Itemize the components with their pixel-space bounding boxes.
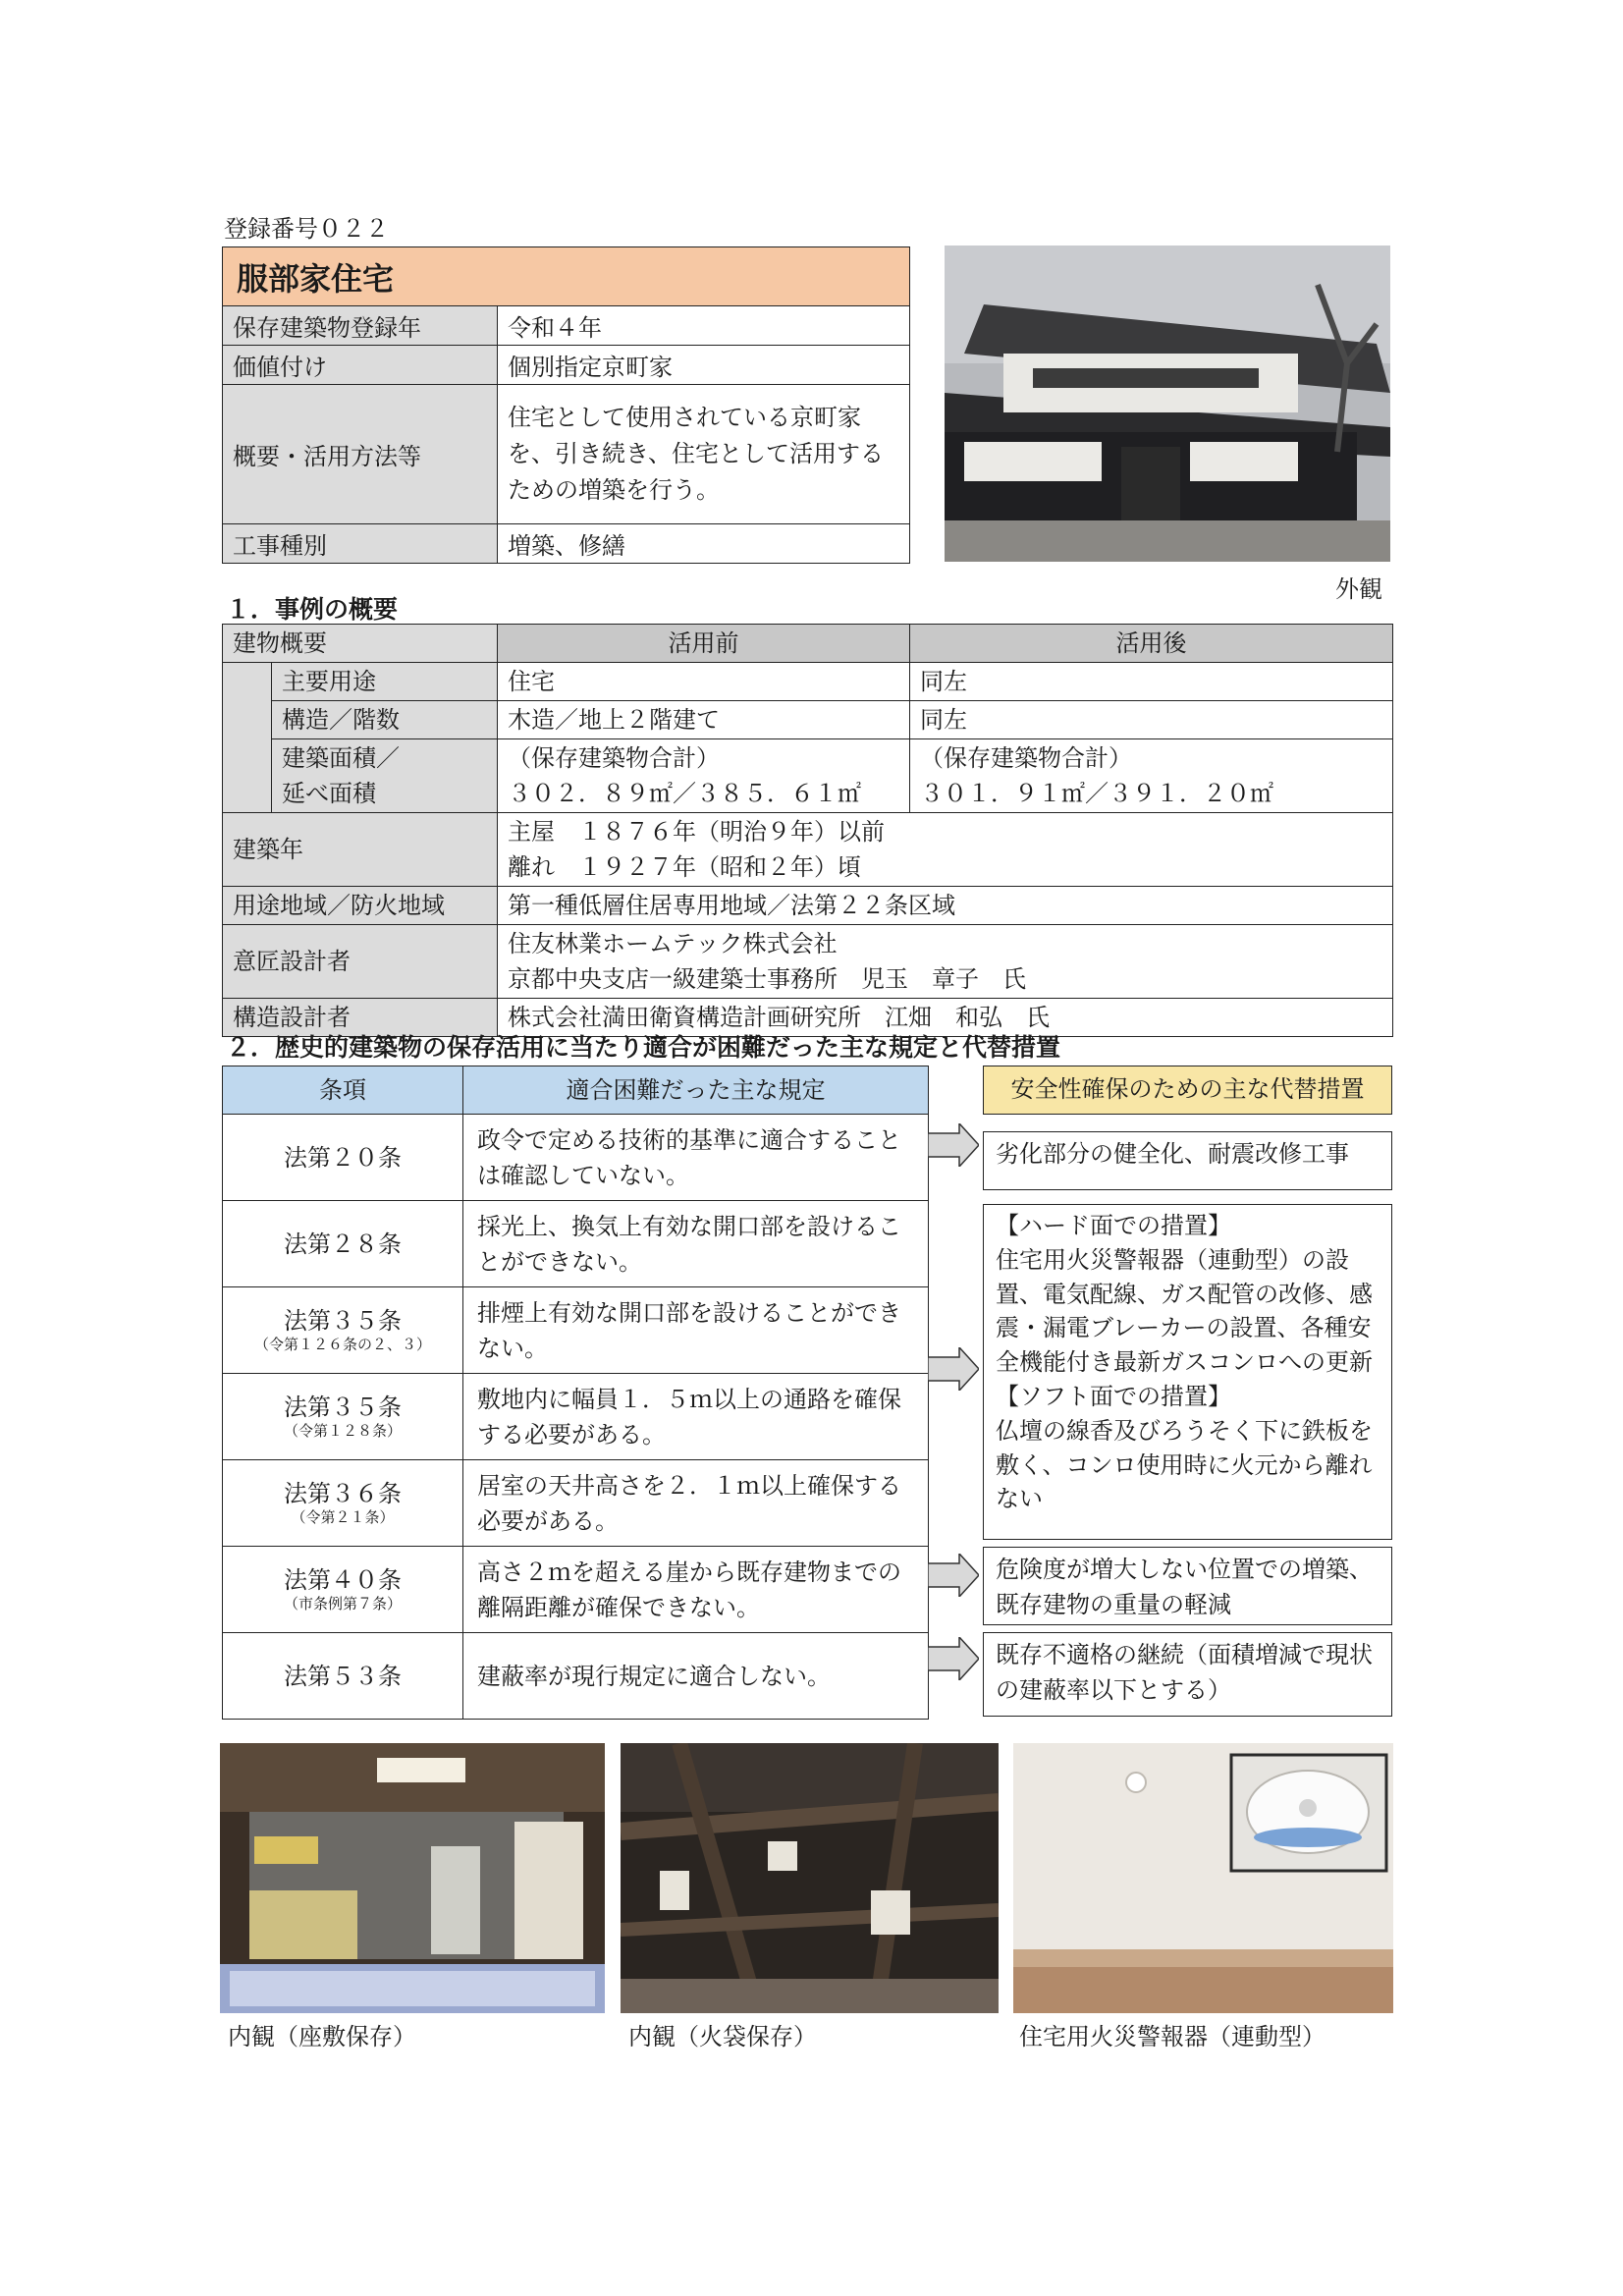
rules-table xyxy=(222,1066,929,1720)
measure-heading: 【ソフト面での措置】 xyxy=(996,1382,1231,1410)
exterior-photo xyxy=(945,246,1390,562)
interior-zashiki-photo xyxy=(220,1743,605,2013)
info-value: 増築、修繕 xyxy=(498,524,910,564)
row-label: 主要用途 xyxy=(272,663,498,701)
row-label: 延べ面積 xyxy=(282,780,376,807)
rule-desc: 建蔽率が現行規定に適合しない。 xyxy=(463,1633,929,1720)
cell-before: （保存建築物合計） xyxy=(508,744,720,772)
row-label: 意匠設計者 xyxy=(223,925,498,999)
law-cell: 法第３５条 （令第１２６条の２、３） xyxy=(223,1287,463,1374)
measure-box: 危険度が増大しない位置での増築、既存建物の重量の軽減 xyxy=(983,1547,1392,1625)
measure-heading: 【ハード面での措置】 xyxy=(996,1212,1231,1239)
measure-box: 劣化部分の健全化、耐震改修工事 xyxy=(983,1131,1392,1190)
fire-alarm-photo xyxy=(1013,1743,1393,2013)
photo-caption-2: 内観（火袋保存） xyxy=(628,2023,817,2050)
header-before: 活用前 xyxy=(498,625,910,663)
law-cell: 法第４０条 （市条例第７条） xyxy=(223,1547,463,1633)
section1-heading: １．事例の概要 xyxy=(226,595,399,624)
measure-box: 既存不適格の継続（面積増減で現状の建蔽率以下とする） xyxy=(983,1632,1392,1717)
row-label: 構造／階数 xyxy=(272,701,498,739)
cell-before: 木造／地上２階建て xyxy=(498,701,910,739)
section2-heading: ２．歴史的建築物の保存活用に当たり適合が困難だった主な規定と代替措置 xyxy=(226,1033,1061,1062)
law-cell: 法第３６条 （令第２１条） xyxy=(223,1460,463,1547)
building-info-table xyxy=(222,246,910,564)
measure-text: 仏壇の線香及びろうそく下に鉄板を敷く、コンロ使用時に火元から離れない xyxy=(996,1416,1373,1513)
rule-desc: 居室の天井高さを２．１ｍ以上確保する必要がある。 xyxy=(463,1460,929,1547)
row-label: 建築年 xyxy=(223,813,498,887)
row-label: 用途地域／防火地域 xyxy=(223,887,498,925)
header-rule: 適合困難だった主な規定 xyxy=(463,1066,929,1115)
rule-desc: 政令で定める技術的基準に適合することは確認していない。 xyxy=(463,1115,929,1201)
header-measure: 安全性確保のための主な代替措置 xyxy=(983,1066,1392,1115)
cell-after: ３０１．９１㎡／３９１．２０㎡ xyxy=(920,780,1273,807)
info-label: 工事種別 xyxy=(223,524,498,564)
designer-line: 住友林業ホームテック株式会社 xyxy=(508,930,838,957)
row-label: 構造設計者 xyxy=(223,999,498,1037)
measure-text: 住宅用火災警報器（連動型）の設置、電気配線、ガス配管の改修、感震・漏電ブレーカーの設置、各種安全機能付き最新ガスコンロへの更新 xyxy=(996,1245,1373,1377)
overview-table xyxy=(222,624,1393,1037)
cell-after: （保存建築物合計） xyxy=(920,744,1132,772)
exterior-caption: 外観 xyxy=(1335,575,1382,603)
info-value: 令和４年 xyxy=(498,306,910,346)
rule-desc: 敷地内に幅員１．５ｍ以上の通路を確保する必要がある。 xyxy=(463,1374,929,1460)
registration-number: 登録番号０２２ xyxy=(224,215,389,243)
cell-before: ３０２．８９㎡／３８５．６１㎡ xyxy=(508,780,861,807)
photo-caption-3: 住宅用火災警報器（連動型） xyxy=(1019,2023,1325,2050)
arrow-right-icon xyxy=(928,1347,979,1391)
cell-after: 同左 xyxy=(910,701,1393,739)
photo-caption-1: 内観（座敷保存） xyxy=(228,2023,416,2050)
arrow-right-icon xyxy=(928,1637,979,1680)
struct-designer-value: 株式会社満田衛資構造計画研究所 江畑 和弘 氏 xyxy=(498,999,1393,1037)
header-article: 条項 xyxy=(223,1066,463,1115)
rule-desc: 排煙上有効な開口部を設けることができない。 xyxy=(463,1287,929,1374)
header-building: 建物概要 xyxy=(223,625,498,663)
row-label: 建築面積／ xyxy=(282,744,400,772)
year-line: 離れ １９２７年（昭和２年）頃 xyxy=(508,853,861,881)
info-value: 住宅として使用されている京町家を、引き続き、住宅として活用するための増築を行う。 xyxy=(498,385,910,524)
cell-before: 住宅 xyxy=(498,663,910,701)
rule-desc: 高さ２ｍを超える崖から既存建物までの離隔距離が確保できない。 xyxy=(463,1547,929,1633)
interior-hibukuro-photo xyxy=(621,1743,999,2013)
info-value: 個別指定京町家 xyxy=(498,346,910,385)
designer-line: 京都中央支店一級建築士事務所 児玉 章子 氏 xyxy=(508,965,1026,993)
header-after: 活用後 xyxy=(910,625,1393,663)
info-label: 価値付け xyxy=(223,346,498,385)
info-label: 保存建築物登録年 xyxy=(223,306,498,346)
cell-after: 同左 xyxy=(910,663,1393,701)
info-label: 概要・活用方法等 xyxy=(223,385,498,524)
arrow-right-icon xyxy=(928,1554,979,1597)
arrow-right-icon xyxy=(928,1123,979,1167)
building-title: 服部家住宅 xyxy=(223,247,910,306)
rule-desc: 採光上、換気上有効な開口部を設けることができない。 xyxy=(463,1201,929,1287)
law-cell: 法第３５条 （令第１２８条） xyxy=(223,1374,463,1460)
law-cell: 法第２０条 xyxy=(223,1115,463,1201)
year-line: 主屋 １８７６年（明治９年）以前 xyxy=(508,818,885,846)
law-cell: 法第５３条 xyxy=(223,1633,463,1720)
measure-box xyxy=(983,1204,1392,1540)
law-cell: 法第２８条 xyxy=(223,1201,463,1287)
zone-value: 第一種低層住居専用地域／法第２２条区域 xyxy=(498,887,1393,925)
